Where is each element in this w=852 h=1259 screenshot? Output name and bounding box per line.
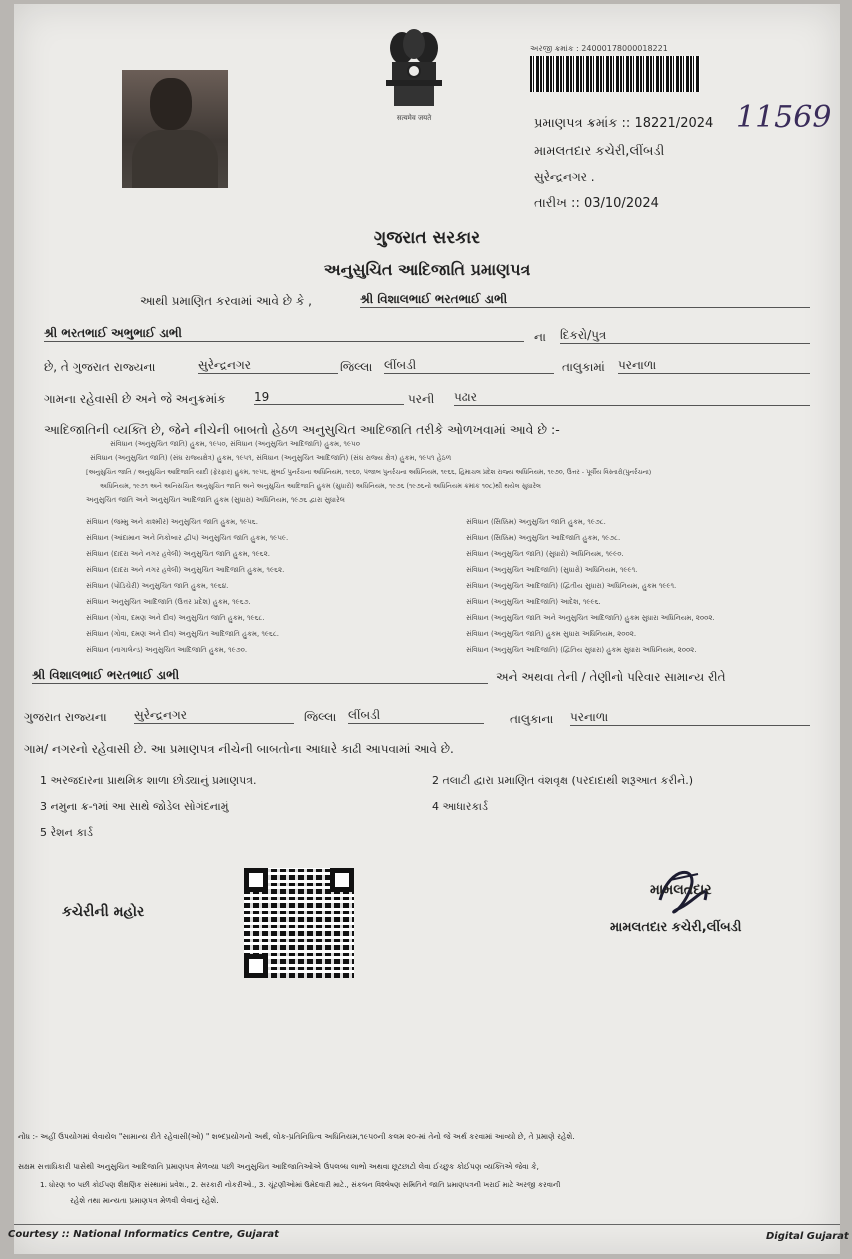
village-value: પરનાળા bbox=[618, 358, 810, 374]
certificate-paper bbox=[8, 4, 849, 1254]
order-right: સંવિધાન (અનુસુચિત જાતિ અને અનુસુચિત આદિજાતિ) હુકમ સુધારા અધિનિયમ, ૨૦૦૨. bbox=[466, 614, 715, 622]
national-emblem-icon bbox=[378, 26, 450, 126]
order-line: સંવિધાન (અનુસુચિત જાતિ) (સંઘ રાજ્યક્ષેત્ર) હુકમ, ૧૯૫૧, સંવિધાન (અનુસુચિત આદિજાતિ) (સંઘ રાજ્ય ક્ષેત્ર) હુકમ, ૧૯૫૧ હેઠળ bbox=[90, 454, 452, 462]
resident-text: ગામના રહેવાસી છે અને જે અનુક્રમાંક bbox=[44, 392, 226, 406]
order-right: સંવિધાન (સિક્કિમ) અનુસુચિત આદિજાતિ હુકમ, ૧૯૭૮. bbox=[466, 534, 621, 542]
application-number-value: 24000178000018221 bbox=[581, 44, 668, 53]
applicant-photo bbox=[122, 70, 228, 188]
qr-finder bbox=[244, 954, 268, 978]
handwritten-number: 11569 bbox=[736, 100, 832, 135]
order-left: સંવિધાન (દાદરા અને નગર હવેલી) અનુસુચિત આદિજાતિ હુકમ, ૧૯૬૨. bbox=[86, 566, 285, 574]
signatory-role: મામલતદાર bbox=[650, 882, 712, 898]
certificate-title: અનુસુચિત આદિજાતિ પ્રમાણપત્ર bbox=[323, 260, 531, 279]
issue-date-label: તારીખ :: bbox=[534, 196, 580, 211]
order-left: સંવિધાન (નાગાલેન્ડ) અનુસુચિત આદિજાતિ હુકમ, ૧૯૭૦. bbox=[86, 646, 248, 654]
pani-word: પરની bbox=[408, 392, 435, 406]
order-left: સંવિધાન (આંદામાન અને નિકોબાર દ્વીપ) અનુસુચિત જાતિ હુકમ, ૧૯૫૯. bbox=[86, 534, 289, 542]
serial-number: 19 bbox=[254, 390, 404, 405]
note-line: 1. ધોરણ ૧૦ પછી કોઈપણ શૈક્ષણિક સંસ્થામાં પ્રવેશ., 2. સરકારી નોકરીઓ., 3. ચૂંટણીઓમાં ઉમેદવારી માટે., સંકલન વિશ્લેષણ સમિતિને જાતિ પ્રમાણપત્રની ખરાઈ માટે અરજી કરવાની bbox=[40, 1180, 561, 1189]
document-item: 3 નમુના ક્ર-૧માં આ સાથે જોડેલ સોગંદનામું bbox=[40, 800, 229, 813]
qr-finder bbox=[330, 868, 354, 892]
note-line: સક્ષમ સત્તાધિકારી પાસેથી અનુસુચિત આદિજાતિ પ્રમાણપત્ર મેળવ્યા પછી અનુસુચિત આદિજાતિઓએ ઉપલબ્ધ લાભો અથવા છૂટછાટો લેવા ઈચ્છુક કોઈપણ વ્યક્તિએ જેવા કે, bbox=[18, 1162, 539, 1171]
office-seal-label: કચેરીની મહોર bbox=[62, 904, 145, 920]
father-name: શ્રી ભરતભાઈ અભુભાઈ ડાભી bbox=[44, 326, 524, 342]
document-item: 4 આધારકાર્ડ bbox=[432, 800, 488, 813]
government-title: ગુજરાત સરકાર bbox=[373, 228, 481, 248]
document-item: 1 અરજદારના પ્રાથમિક શાળા છોડ્યાનું પ્રમાણપત્ર. bbox=[40, 774, 257, 787]
document-item: 2 તલાટી દ્વારા પ્રમાણિત વંશવૃક્ષ (પરદાદાથી શરૂઆત કરીને.) bbox=[432, 774, 694, 787]
courtesy-text: Courtesy :: National Informatics Centre, Gujarat bbox=[8, 1229, 279, 1240]
state-prefix-2: ગુજરાત રાજ્યના bbox=[24, 710, 107, 724]
taluka-value-2: લીંબડી bbox=[348, 708, 484, 724]
tribe-statement: આદિજાતિની વ્યક્તિ છે, જેને નીચેની બાબતો હેઠળ અનુસુચિત આદિજાતિ તરીકે ઓળખવામાં આવે છે :- bbox=[44, 422, 560, 437]
photo-head-shape bbox=[150, 78, 192, 130]
applicant-name-repeat: શ્રી વિશાલભાઈ ભરતભાઈ ડાભી bbox=[32, 668, 488, 684]
signatory-office: મામલતદાર કચેરી,લીંબડી bbox=[610, 920, 742, 935]
district-label: જિલ્લા bbox=[340, 360, 373, 374]
basis-statement: ગામ/ નગરનો રહેવાસી છે. આ પ્રમાણપત્ર નીચેની બાબતોના આધારે કાઢી આપવામાં આવે છે. bbox=[24, 742, 454, 756]
issue-date bbox=[534, 196, 659, 211]
order-left: સંવિધાન અનુસુચિત આદિજાતિ (ઉત્તર પ્રદેશ) હુકમ, ૧૯૬૭. bbox=[86, 598, 251, 606]
certificate-number-label: પ્રમાણપત્ર ક્રમાંક :: bbox=[534, 116, 631, 131]
office-district: સુરેન્દ્રનગર . bbox=[534, 170, 595, 184]
barcode bbox=[530, 56, 700, 92]
qr-finder bbox=[244, 868, 268, 892]
certify-prefix: આથી પ્રમાણિત કરવામાં આવે છે કે , bbox=[140, 294, 312, 308]
certificate-number-value: 18221/2024 bbox=[634, 116, 714, 131]
emblem-caption: सत्यमेव जयते bbox=[396, 114, 432, 122]
order-right: સંવિધાન (અનુસુચિત આદિજાતિ) આદેશ, ૧૯૯૬. bbox=[466, 598, 601, 606]
order-right: સંવિધાન (સિક્કિમ) અનુસુચિત જાતિ હુકમ, ૧૯૭૮. bbox=[466, 518, 606, 526]
caste-value: પઢાર bbox=[454, 390, 810, 406]
photo-body-shape bbox=[132, 130, 218, 188]
relation: દિકરો/પુત્ર bbox=[560, 328, 810, 344]
application-number-label: અરજી ક્રમાંક : bbox=[530, 44, 579, 53]
na-word: ના bbox=[534, 330, 546, 344]
certificate-number bbox=[534, 116, 713, 131]
note-line: રહેશે તથા માન્યતા પ્રમાણપત્ર મેળવી લેવાનું રહેશે. bbox=[70, 1196, 219, 1205]
office-name: મામલતદાર કચેરી,લીંબડી bbox=[534, 144, 665, 159]
issue-date-value: 03/10/2024 bbox=[583, 196, 659, 211]
order-left: સંવિધાન (ગોવા, દમણ અને દીવ) અનુસુચિત જાતિ હુકમ, ૧૯૬૮. bbox=[86, 614, 265, 622]
applicant-name: શ્રી વિશાલભાઈ ભરતભાઈ ડાભી bbox=[360, 292, 810, 308]
state-prefix: છે, તે ગુજરાત રાજ્યના bbox=[44, 360, 156, 374]
digital-gujarat-text: Digital Gujarat bbox=[766, 1231, 849, 1242]
order-line: અધિનિયમ, ૧૯૭૧ અને અનિસચિત અનુસુચિત જાતિ અને અનુસુચિત આદિજાતિ હુકમ (સુધારો) અધિનિયમ, ૧૯૭૬ (૧૯૭૬નો અધિનિયમ ક્રમાંક ૧૦૮)થી થયેલ સુધારેલ bbox=[100, 482, 542, 490]
order-left: સંવિધાન (જમ્મુ અને કાશ્મીર) અનુસુચિત જાતિ હુકમ, ૧૯૫૬. bbox=[86, 518, 258, 526]
order-right: સંવિધાન (અનુસુચિત આદિજાતિ) (દ્વિતીય સુધારા) અધિનિયમ, હુકમ ૧૯૯૧. bbox=[466, 582, 677, 590]
order-line: [અનુસુચિત જાતિ / અનુસુચિત આદિજાતિ યાદી (ફેરફાર) હુકમ, ૧૯૫૬, મુંબઈ પુનર્રચના અધિનિયમ, ૧૯૬૦, પંજાબ પુનર્રચના અધિનિયમ, ૧૯૬૬, હિમાચલ પ્રદેશ રાજ્ય અધિનિયમ, ૧૯૭૦, ઉત્તર - પૂર્વીય વિસ્તારો(પુનર્રચના) bbox=[86, 468, 652, 476]
order-right: સંવિધાન (અનુસુચિત આદિજાતિ) (સુધારો) અધિનિયમ, ૧૯૯૧. bbox=[466, 566, 638, 574]
order-left: સંવિધાન (ગોવા, દમણ અને દીવ) અનુસુચિત આદિજાતિ હુકમ, ૧૯૬૮. bbox=[86, 630, 280, 638]
order-right: સંવિધાન (અનુસુચિત જાતિ) (સુધારો) અધિનિયમ, ૧૯૯૦. bbox=[466, 550, 624, 558]
order-left: સંવિધાન (દાદરા અને નગર હવેલી) અનુસુચિત જાતિ હુકમ, ૧૯૬૨. bbox=[86, 550, 270, 558]
order-line: અનુસુચિત જાતિ અને અનુસુચિત આદિજાતિ હુકમ (સુધારા) અધિનિયમ, ૧૯૭૬ દ્વારા સુધારેલ bbox=[86, 496, 345, 504]
qr-code bbox=[244, 868, 354, 978]
note-line: નોંધ :- અહીં ઉપયોગમાં લેવાયેલ "સામાન્ય રીતે રહેવાસી(ઓ) " શબ્દપ્રયોગનો અર્થ, લોક-પ્રતિનિધિત્વ અધિનિયમ,૧૯૫૦ની કલમ ૨૦-માં તેનો જે અર્થ કરવામાં આવ્યો છે, તે પ્રમાણે રહેશે. bbox=[18, 1132, 575, 1141]
order-right: સંવિધાન (અનુસુચિત આદિજાતિ) (દ્વિતિય સુધારા) હુકમ સુધારા અધિનિયમ, ૨૦૦૨. bbox=[466, 646, 697, 654]
family-text: અને અથવા તેની / તેણીનો પરિવાર સામાન્ય રીતે bbox=[496, 670, 726, 684]
application-number bbox=[530, 44, 668, 54]
village-value-2: પરનાળા bbox=[570, 710, 810, 726]
order-line: સંવિધાન (અનુસુચિત જાતિ) હુકમ, ૧૯૫૦, સંવિધાન (અનુસુચિત આદિજાતિ) હુકમ, ૧૯૫૦ bbox=[110, 440, 360, 448]
district-value-2: સુરેન્દ્રનગર bbox=[134, 708, 294, 724]
footer-bar bbox=[8, 1224, 849, 1245]
order-right: સંવિધાન (અનુસુચિત જાતિ) હુકમ સુધારા અધિનિયમ, ૨૦૦૨. bbox=[466, 630, 637, 638]
taluka-label-2: તાલુકાના bbox=[510, 712, 554, 726]
order-left: સંવિધાન (પોંડિચેરી) અનુસુચિત જાતિ હુકમ, ૧૯૬૪. bbox=[86, 582, 229, 590]
document-item: 5 રેશન કાર્ડ bbox=[40, 826, 93, 839]
district-value: સુરેન્દ્રનગર bbox=[198, 358, 338, 374]
district-label-2: જિલ્લા bbox=[304, 710, 337, 724]
taluka-value: લીંબડી bbox=[384, 358, 554, 374]
taluka-label: તાલુકામાં bbox=[562, 360, 605, 374]
